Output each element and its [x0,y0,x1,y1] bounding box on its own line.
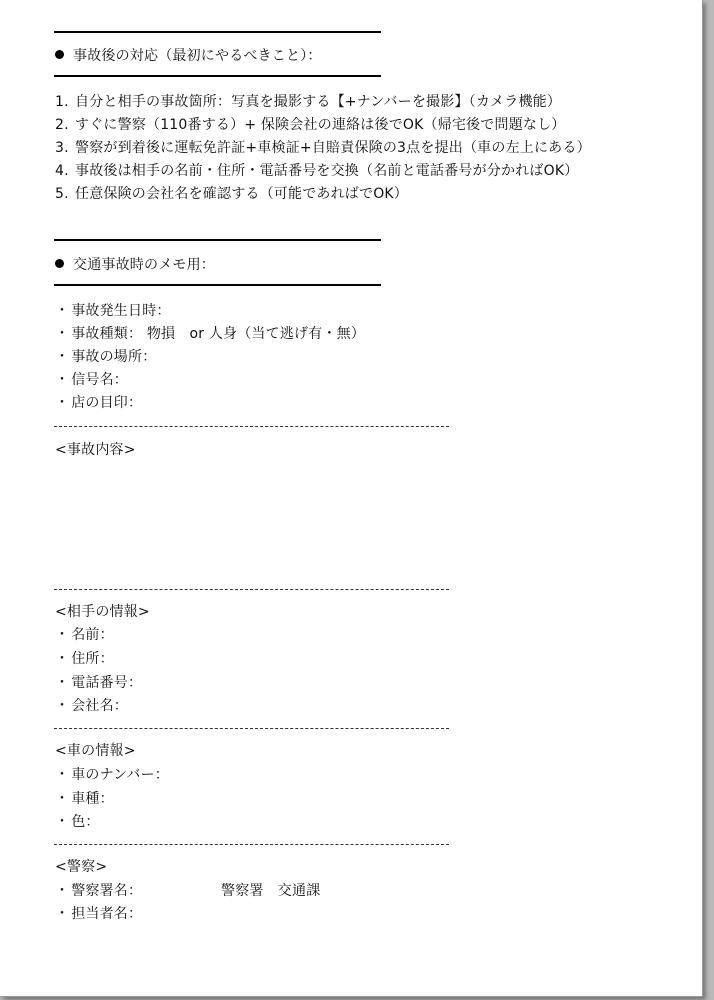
memo-field: ・ 店の目印： [55,395,143,411]
vehicle-title: <車の情報> [55,743,136,759]
accident-content-title: <事故内容> [55,442,136,458]
section1-bottom-rule [54,75,381,77]
dashed-divider [54,844,449,845]
section1-top-rule [54,31,381,33]
vehicle-field: ・ 車のナンバー： [55,767,169,783]
other-party-field: ・ 名前： [55,627,114,643]
section2-top-rule [54,239,381,241]
police-officer-field: ・ 担当者名： [55,906,143,922]
list-item: 3. 警察が到着後に運転免許証+車検証+自賠責保険の3点を提出（車の左上にある） [55,140,591,156]
police-station-value: 警察署 交通課 [221,883,321,899]
section1-heading: 事故後の対応（最初にやるべきこと）： [55,47,322,65]
other-party-field: ・ 会社名： [55,698,129,714]
other-party-title: <相手の情報> [55,604,150,620]
list-item: 4. 事故後は相手の名前・住所・電話番号を交換（名前と電話番号が分かればOK） [55,163,579,179]
other-party-field: ・ 電話番号： [55,675,143,691]
section2-heading: 交通事故時のメモ用： [55,256,215,274]
bullet-dot-icon [55,259,64,268]
section2-bottom-rule [54,284,381,286]
memo-field: ・ 事故種類： 物損 or 人身（当て逃げ有・無） [55,326,366,342]
list-item: 5. 任意保険の会社名を確認する（可能であればでOK） [55,186,408,202]
memo-field: ・ 事故の場所： [55,349,157,365]
list-item: 2. すぐに警察（110番する）+ 保険会社の連絡は後でOK（帰宅後で問題なし） [55,117,566,133]
vehicle-field: ・ 車種： [55,791,114,807]
dashed-divider [54,589,449,590]
bullet-dot-icon [55,50,64,59]
vehicle-field: ・ 色： [55,814,100,830]
memo-field: ・ 信号名： [55,372,129,388]
other-party-field: ・ 住所： [55,651,114,667]
police-station-field: ・ 警察署名： 警察署 交通課 [55,883,321,899]
police-title: <警察> [55,859,108,875]
dashed-divider [54,426,449,427]
list-item: 1. 自分と相手の事故箇所：写真を撮影する【+ナンバーを撮影】（カメラ機能） [55,94,562,110]
dashed-divider [54,728,449,729]
memo-field: ・ 事故発生日時： [55,303,171,319]
